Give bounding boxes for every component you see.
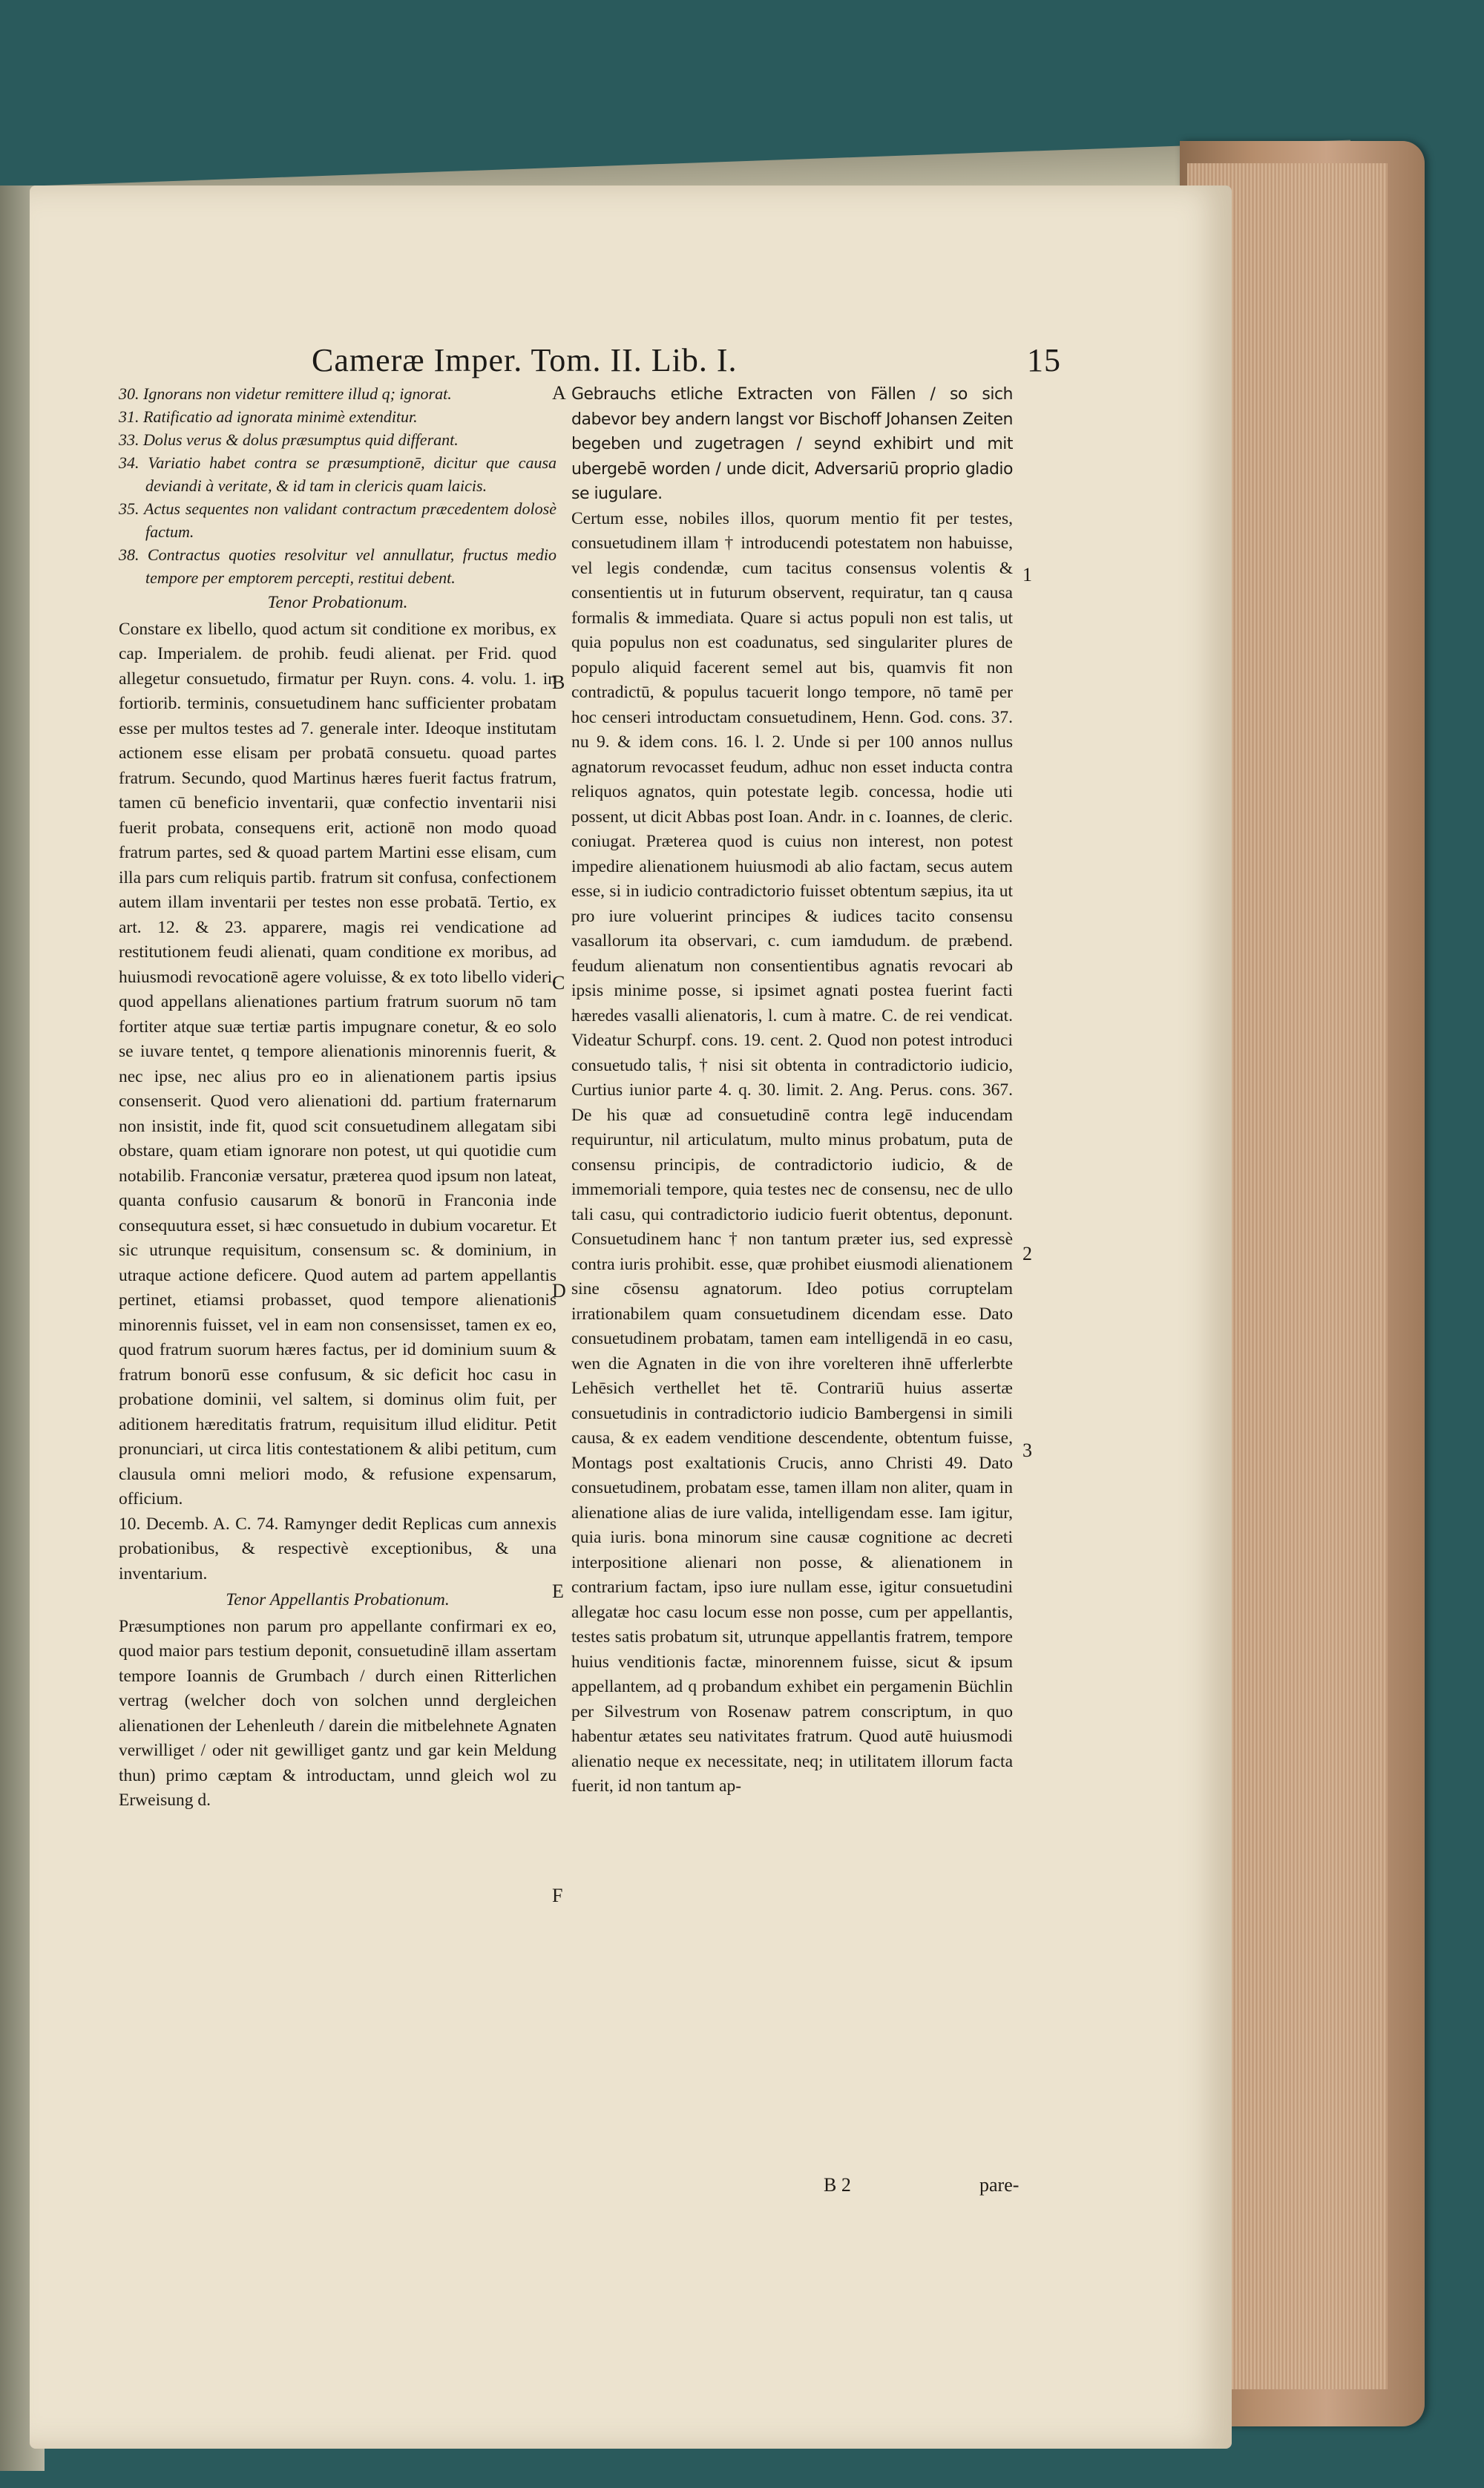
margin-number-1: 1 — [1022, 564, 1032, 585]
left-para: 34. Variatio habet contra se præsumptionē, dicitur que causa deviandi à veritate, & id tam in clericis quam laicis. — [119, 453, 556, 495]
left-para: Præsumptiones non parum pro appellante confirmari ex eo, quod maior pars testium deponit, consuetudinē illam assertam tempore Ioannis de Grumbach / durch einen Ritterlichen vertrag (welcher doch von solchen unnd dergleichen alienationen der Lehenleuth / darein die mitbelehnete Agnaten verwilliget / oder nit gewilliget gantz und gar kein Meldung thun) primo cæptam & introductam, unnd gleich wol zu Erweisung d. — [119, 1616, 556, 1810]
left-column — [119, 382, 556, 1814]
running-title: Cameræ Imper. Tom. II. Lib. I. — [312, 342, 738, 378]
right-para-fraktur: Gebrauchs etliche Extracten von Fällen / so sich dabevor bey andern langst vor Bischoff Johansen Zeiten begeben und zugetragen / seynd exhibirt und mit ubergebē worden / unde dicit, Adversariū proprio gladio se iugulare. — [571, 385, 1013, 503]
left-para: 31. Ratificatio ad ignorata minimè extenditur. — [119, 407, 418, 426]
left-para: 33. Dolus verus & dolus præsumptus quid differant. — [119, 430, 459, 449]
margin-number-3: 3 — [1022, 1440, 1032, 1461]
catchword: pare- — [979, 2174, 1020, 2196]
page-footer — [824, 2174, 1020, 2196]
left-para: 38. Contractus quoties resolvitur vel annullatur, fructus medio tempore per emptorem percepti, restitui debent. — [119, 545, 556, 587]
margin-letter-c: C — [552, 972, 565, 994]
section-heading: Tenor Appellantis Probationum. — [226, 1590, 450, 1609]
running-header — [312, 341, 1061, 379]
left-para: 35. Actus sequentes non validant contractum præcedentem dolosè factum. — [119, 499, 556, 541]
margin-letter-f: F — [552, 1885, 563, 1906]
margin-number-2: 2 — [1022, 1243, 1032, 1264]
margin-letter-e: E — [552, 1581, 564, 1602]
right-para: Certum esse, nobiles illos, quorum mentio fit per testes, consuetudinem illam † introducendi potestatem non habuisse, vel legis condendæ, cum tacitus consensus volentis & consentientis ut in futurum observent, requiratur, tan q causa formalis & immediata. Quare si actus populi non est talis, ut quia populus non est coadunatus, sed singulariter plures de populo aliquid facerent semel aut bis, quamvis fit non contradictū, & populus tacuerit longo tempore, nō tamē per hoc censeri introductam consuetudinem, Henn. God. cons. 37. nu 9. & idem cons. 16. l. 2. Unde si per 100 annos nullus agnatorum revocasset feudum, adhuc non esset inducta contra reliquos agnatos, quin potestate legib. concessa, hodie uti possent, ut dicit Abbas post Ioan. Andr. in c. Ioannes, de cleric. coniugat. Præterea quod is cuius non interest, non potest impedire alienationem huiusmodi ab alio factam, secus autem esse, si in iudicio contradictorio fuisset obtentum sæpius, ita ut pro iure voluerint principes & iudices tacito consensu vasallorum ita observari, c. cum iamdudum. de præbend. feudum alienatum non consentientibus agnatis revocari ab ipsis minime posse, si ipsimet agnati postea fuerint facti hæredes vasalli alienatoris, l. cum à matre. C. de rei vendicat. Videatur Schurpf. cons. 19. cent. 2. Quod non potest introduci consuetudo talis, † nisi sit obtenta in contradictorio iudicio, Curtius iunior parte 4. q. 30. limit. 2. Ang. Perus. cons. 367. De his quæ ad consuetudinē contra legē inducendam requiruntur, nil articulatum, multo minus probatum, puta de consensu principis, de contradictorio iudicio, & de immemoriali tempore, quia testes nec de consensu, nec de ullo tali casu, qui contradictorio iudicio fuerit obtentus, deponunt. Consuetudinem hanc † non tantum præter ius, sed expressè contra iuris prohibit. esse, quæ prohibet eiusmodi alienationem sine cōsensu agnatorum. Ideo potius corruptelam irrationabilem quam consuetudinem dicendam esse. Dato consuetudinem probatam, tamen eam intelligendā in eo casu, wen die Agnaten in die von ihre vorelteren ihnē ufferlerbte Lehēsich verthellet het tē. Contrariū huius assertæ consuetudinis in contradictorio iudicio Bambergensi in simili causa, & ex eadem venditione descendente, obtentum fuisse, Montags post exaltationis Crucis, anno Christi 49. Dato consuetudinem, probatam esse, tamen illam non aliter, quam in alienatione alias de iure valida, intelligendam esse. Iam igitur, quia iuris. bona minorum sine causæ cognitione ac decreti interpositione alienari non posse, & alienationem in contrarium factam, ipso iure nullam esse, igitur consuetudini allegatæ hoc casu locum esse non posse, cum per appellantis, testes satis probatum sit, utrunque appellantis fratrem, tempore huius venditionis factæ, minorennem fuisse, sicut & ipsum appellantem, ad q probandum exhibet ein pergamenin Büchlin per Silvestrum von Rosenaw patrem conscriptum, in quo habentur ætates seu nativitates fratrum. Quod autē huiusmodi alienatio neque ex necessitate, neq; in utilitatem illorum facta fuerit, id non tantum ap- — [571, 508, 1013, 1796]
margin-letter-a: A — [552, 382, 566, 404]
left-para: Constare ex libello, quod actum sit conditione ex moribus, ex cap. Imperialem. de prohib. feudi alienat. per Frid. quod allegetur consuetudo, firmatur per Ruyn. cons. 4. volu. 1. in fortiorib. terminis, consuetudinem hanc sufficienter probatam esse per multos testes ad 7. generale inter. Ideoque institutam actionem esse elisam per probatā consuetu. quoad partes fratrum. Secundo, quod Martinus hæres fuerit factus fratrum, tamen cū beneficio inventarii, quæ confectio inventarii nisi fuerit probata, consequens erit, actionē non modo quoad fratrum partes, sed & quoad partem Martini esse elisam, cum illa pars cum reliquis partib. fratrum sit confusa, confectionem autem illam inventarii per testes non esse probatā. Tertio, ex art. 12. & 23. apparere, magis rei vendicatione ad restitutionem feudi alienati, quam conditione ex moribus, ad huiusmodi revocationē agere voluisse, & ex toto libello videri, quod appellans alienationes partium fratrum suorum nō tam fortiter atque suæ tertiæ partis impugnare conetur, & eo solo se iuvare tentet, q tempore alienationis minorennis fuerit, & nec ipse, nec alius pro eo in alienationem partis ipsius consenserit. Quod vero alienationi dd. partium fraternarum non insistit, inde fit, quod scit consuetudinem allegatam sibi obstare, quam etiam ignorare non potest, ut qui quotidie cum notabilib. Franconiæ versatur, præterea quod ipsum non lateat, quanta confusio causarum & bonorū in Franconia inde consequutura esset, si hæc consuetudo in dubium vocaretur. Et sic utrunque requisitum, consensum sc. & dominium, in utraque actione deficere. Quod autem ad partem appellantis pertinet, etiamsi probasset, quod tempore alienationis minorennis fuisset, vel in eam non consensisset, tamen ex eo, quod fratrum suorum hæres factus, per id dominium suum & fratrum bonorū esse confusum, & sic deficit hoc casu in probatione dominii, vel saltem, si dominus olim fuit, per aditionem hæreditatis fratrum, requisitum illud eliditur. Petit pronunciari, ut circa litis contestationem & alibi petitum, cum clausula omni meliori modo, & refusione expensarum, officium. — [119, 619, 556, 1509]
right-column — [571, 382, 1013, 1799]
signature-mark: B 2 — [824, 2174, 851, 2196]
section-heading: Tenor Probationum. — [267, 593, 408, 612]
folio-number: 15 — [1027, 342, 1061, 378]
margin-letter-d: D — [552, 1280, 566, 1302]
left-para: 30. Ignorans non videtur remittere illud q; ignorat. — [119, 384, 452, 403]
left-para: 10. Decemb. A. C. 74. Ramynger dedit Replicas cum annexis probationibus, & respectivè exceptionibus, & una inventarium. — [119, 1514, 556, 1583]
margin-letter-b: B — [552, 672, 565, 693]
